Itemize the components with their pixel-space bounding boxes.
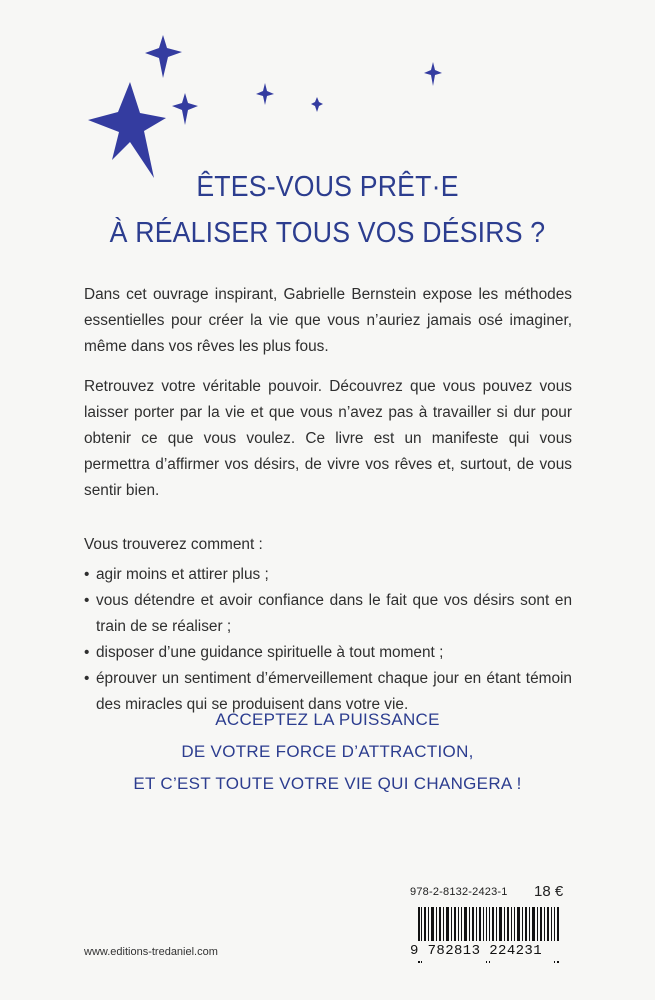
- back-cover-text: [84, 282, 572, 718]
- star-icon: [145, 35, 182, 78]
- isbn: 978-2-8132-2423-1: [410, 886, 508, 898]
- callout-line-2: DE VOTRE FORCE D’ATTRACTION,: [181, 742, 474, 761]
- star-icon: [256, 83, 274, 105]
- benefits-list: [84, 562, 572, 718]
- paragraph-intro: Dans cet ouvrage inspirant, Gabrielle Bernstein expose les méthodes essentielles pour créer la vie que vous n’auriez jamais osé imaginer, même dans vos rêves les plus fous.: [84, 286, 572, 355]
- headline: [26, 164, 629, 256]
- callout: [0, 704, 655, 800]
- list-intro: Vous trouverez comment :: [84, 536, 263, 553]
- headline-line-1: ÊTES-VOUS PRÊT·E: [196, 171, 459, 203]
- callout-line-3: ET C’EST TOUTE VOTRE VIE QUI CHANGERA !: [133, 774, 522, 793]
- star-icon: [311, 97, 323, 112]
- star-icon: [424, 62, 442, 86]
- star-icon: [172, 93, 198, 125]
- barcode-block: [410, 883, 572, 986]
- headline-line-2: À RÉALISER TOUS VOS DÉSIRS ?: [109, 217, 546, 249]
- list-item: • agir moins et attirer plus ;: [84, 562, 572, 588]
- price: 18 €: [534, 883, 564, 900]
- callout-line-1: ACCEPTEZ LA PUISSANCE: [215, 710, 440, 729]
- list-item: • vous détendre et avoir confiance dans le fait que vos désirs sont en train de se réaliser ;: [84, 588, 572, 640]
- paragraph-pitch: Retrouvez votre véritable pouvoir. Découvrez que vous pouvez vous laisser porter par la vie et que vous n’avez pas à travailler si dur pour obtenir ce que vous voulez. Ce livre est un manifeste qui vous permettra d’affirmer vos désirs, de vivre vos rêves et, surtout, de vous sentir bien.: [84, 378, 572, 499]
- publisher-website: www.editions-tredaniel.com: [84, 946, 218, 958]
- barcode-number: 9 782813 224231: [410, 941, 572, 961]
- list-item: • éprouver un sentiment d’émerveillement chaque jour en étant témoin des miracles qui se produisent dans votre vie.: [84, 666, 572, 718]
- list-item: • disposer d’une guidance spirituelle à tout moment ;: [84, 640, 572, 666]
